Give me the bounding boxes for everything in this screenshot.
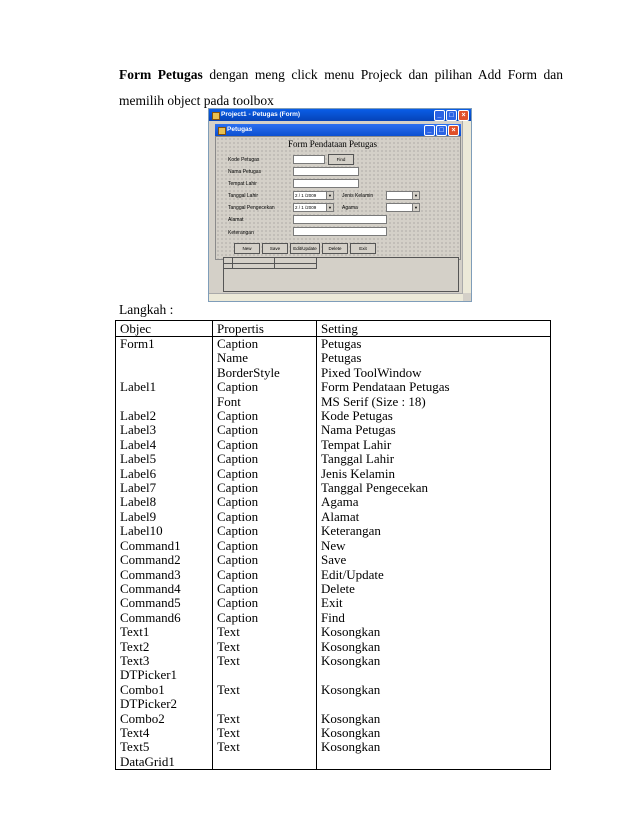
table-row: [116, 337, 551, 352]
table-row: [116, 366, 551, 380]
table-row: [116, 654, 551, 668]
table-row: [116, 553, 551, 567]
property-cell: Caption: [213, 467, 317, 481]
property-cell: Text: [213, 640, 317, 654]
dtpicker2-value: 2 / 1 /2009: [295, 205, 317, 210]
dropdown-arrow-icon[interactable]: ▼: [412, 192, 419, 199]
dtpicker1[interactable]: [293, 191, 334, 200]
setting-cell: Save: [317, 553, 551, 567]
grid-col-divider: [232, 258, 233, 269]
label-keterangan: Keterangan: [228, 230, 254, 236]
label-tanggal: Tanggal Lahir: [228, 193, 259, 199]
object-cell: Label2: [116, 409, 213, 423]
property-cell: Caption: [213, 539, 317, 553]
object-cell: DataGrid1: [116, 755, 213, 770]
dropdown-arrow-icon[interactable]: ▼: [326, 192, 333, 199]
property-cell: Text: [213, 625, 317, 639]
object-cell: Label3: [116, 423, 213, 437]
setting-cell: Form Pendataan Petugas: [317, 380, 551, 394]
form-minimize-icon[interactable]: _: [424, 125, 435, 136]
grid-data-row: [224, 263, 316, 269]
table-row: [116, 611, 551, 625]
setting-cell: Agama: [317, 495, 551, 509]
table-row: [116, 625, 551, 639]
setting-cell: [317, 668, 551, 682]
setting-cell: Petugas: [317, 351, 551, 365]
property-cell: Caption: [213, 524, 317, 538]
nama-textbox[interactable]: [293, 167, 359, 176]
form-close-icon[interactable]: ×: [448, 125, 459, 136]
table-row: [116, 712, 551, 726]
new-button[interactable]: New: [234, 243, 260, 254]
object-cell: Label8: [116, 495, 213, 509]
label-kode: Kode Petugas: [228, 157, 260, 163]
property-cell: Text: [213, 712, 317, 726]
property-cell: Caption: [213, 568, 317, 582]
ide-title: Project1 - Petugas (Form): [221, 111, 301, 118]
minimize-icon[interactable]: _: [434, 110, 445, 121]
grid-col-divider: [274, 258, 275, 269]
object-cell: Command2: [116, 553, 213, 567]
object-cell: Form1: [116, 337, 213, 352]
table-row: [116, 697, 551, 711]
object-cell: Command5: [116, 596, 213, 610]
table-row: [116, 510, 551, 524]
setting-cell: New: [317, 539, 551, 553]
object-cell: [116, 351, 213, 365]
object-cell: [116, 395, 213, 409]
property-cell: Caption: [213, 380, 317, 394]
property-cell: Text: [213, 683, 317, 697]
table-row: [116, 726, 551, 740]
property-cell: [213, 668, 317, 682]
setting-cell: Kosongkan: [317, 740, 551, 754]
object-cell: Text5: [116, 740, 213, 754]
object-cell: Command6: [116, 611, 213, 625]
table-row: [116, 683, 551, 697]
properties-table: [115, 320, 551, 770]
table-row: [116, 481, 551, 495]
table-row: [116, 740, 551, 754]
object-cell: Label5: [116, 452, 213, 466]
save-button[interactable]: Save: [262, 243, 288, 254]
datagrid1[interactable]: [223, 257, 459, 292]
table-row: [116, 423, 551, 437]
dropdown-arrow-icon[interactable]: ▼: [412, 204, 419, 211]
property-cell: [213, 697, 317, 711]
object-cell: Text4: [116, 726, 213, 740]
setting-cell: Pixed ToolWindow: [317, 366, 551, 380]
property-cell: Font: [213, 395, 317, 409]
form-canvas: [215, 136, 461, 260]
object-cell: Text1: [116, 625, 213, 639]
vertical-scrollbar[interactable]: [462, 121, 471, 293]
table-row: [116, 351, 551, 365]
find-button[interactable]: Find: [328, 154, 354, 165]
kode-textbox[interactable]: [293, 155, 325, 164]
app-icon: [212, 112, 220, 120]
object-cell: Label4: [116, 438, 213, 452]
header-setting: Setting: [317, 321, 551, 337]
property-cell: [213, 755, 317, 770]
object-cell: DTPicker1: [116, 668, 213, 682]
dtpicker1-value: 2 / 1 /2009: [295, 193, 317, 198]
object-cell: Label7: [116, 481, 213, 495]
setting-cell: Tanggal Pengecekan: [317, 481, 551, 495]
object-cell: Command1: [116, 539, 213, 553]
setting-cell: Kode Petugas: [317, 409, 551, 423]
setting-cell: Kosongkan: [317, 712, 551, 726]
table-row: [116, 582, 551, 596]
label-nama: Nama Petugas: [228, 169, 262, 175]
edit-update-button[interactable]: Edit/Update: [290, 243, 320, 254]
object-cell: Label9: [116, 510, 213, 524]
setting-cell: Find: [317, 611, 551, 625]
intro-paragraph: [119, 62, 563, 114]
property-cell: Caption: [213, 409, 317, 423]
setting-cell: Alamat: [317, 510, 551, 524]
dropdown-arrow-icon[interactable]: ▼: [326, 204, 333, 211]
vb-form-screenshot: [208, 108, 472, 302]
setting-cell: Delete: [317, 582, 551, 596]
object-cell: Combo1: [116, 683, 213, 697]
horizontal-scrollbar[interactable]: [209, 293, 463, 301]
property-cell: Name: [213, 351, 317, 365]
setting-cell: Kosongkan: [317, 640, 551, 654]
setting-cell: [317, 697, 551, 711]
alamat-textbox[interactable]: [293, 215, 387, 224]
object-cell: Command4: [116, 582, 213, 596]
property-cell: Caption: [213, 553, 317, 567]
table-row: [116, 524, 551, 538]
table-row: [116, 452, 551, 466]
object-cell: Label10: [116, 524, 213, 538]
setting-cell: Petugas: [317, 337, 551, 352]
setting-cell: MS Serif (Size : 18): [317, 395, 551, 409]
table-row: [116, 438, 551, 452]
setting-cell: Tanggal Lahir: [317, 452, 551, 466]
setting-cell: Nama Petugas: [317, 423, 551, 437]
exit-button[interactable]: Exit: [350, 243, 376, 254]
setting-cell: Tempat Lahir: [317, 438, 551, 452]
table-row: [116, 755, 551, 770]
dtpicker2[interactable]: [293, 203, 334, 212]
setting-cell: Kosongkan: [317, 683, 551, 697]
label-jenis: Jenis Kelamin: [342, 193, 374, 199]
form-title: Petugas: [227, 126, 253, 133]
setting-cell: Exit: [317, 596, 551, 610]
table-row: [116, 539, 551, 553]
property-cell: Caption: [213, 423, 317, 437]
table-row: [116, 495, 551, 509]
setting-cell: Kosongkan: [317, 726, 551, 740]
label-agama: Agama: [342, 205, 358, 211]
table-row: [116, 568, 551, 582]
property-cell: Caption: [213, 337, 317, 352]
table-row: [116, 380, 551, 394]
header-propertis: Propertis: [213, 321, 317, 337]
table-row: [116, 596, 551, 610]
keterangan-textbox[interactable]: [293, 227, 387, 236]
intro-bold: Form Petugas: [119, 67, 203, 82]
object-cell: Command3: [116, 568, 213, 582]
property-cell: Text: [213, 726, 317, 740]
table-row: [116, 467, 551, 481]
langkah-label: Langkah :: [119, 302, 174, 317]
label-alamat: Alamat: [228, 217, 244, 223]
setting-cell: Jenis Kelamin: [317, 467, 551, 481]
label-pengecekan: Tanggal Pengecekan: [228, 205, 275, 211]
property-cell: Caption: [213, 582, 317, 596]
form-maximize-icon[interactable]: □: [436, 125, 447, 136]
table-row: [116, 668, 551, 682]
property-cell: Caption: [213, 510, 317, 524]
form-heading: Form Pendataan Petugas: [288, 139, 377, 149]
header-objec: Objec: [116, 321, 213, 337]
property-cell: Caption: [213, 596, 317, 610]
intro-text: dengan meng click menu Projeck dan pilihan Add Form dan memilih object pada toolbox: [119, 67, 564, 108]
object-cell: [116, 366, 213, 380]
property-cell: Caption: [213, 452, 317, 466]
form-icon: [218, 127, 226, 135]
property-cell: BorderStyle: [213, 366, 317, 380]
ide-titlebar: [209, 109, 471, 121]
setting-cell: Keterangan: [317, 524, 551, 538]
table-row: [116, 640, 551, 654]
setting-cell: [317, 755, 551, 770]
label-tempat: Tempat Lahir: [228, 181, 257, 187]
grid-col-divider: [316, 258, 317, 269]
table-row: [116, 409, 551, 423]
property-cell: Caption: [213, 481, 317, 495]
property-cell: Caption: [213, 611, 317, 625]
property-cell: Text: [213, 654, 317, 668]
setting-cell: Edit/Update: [317, 568, 551, 582]
combo2[interactable]: [386, 203, 420, 212]
setting-cell: Kosongkan: [317, 625, 551, 639]
object-cell: Text2: [116, 640, 213, 654]
form-titlebar: [215, 124, 461, 136]
object-cell: Combo2: [116, 712, 213, 726]
property-cell: Caption: [213, 495, 317, 509]
object-cell: Label6: [116, 467, 213, 481]
table-row: [116, 395, 551, 409]
maximize-icon[interactable]: □: [446, 110, 457, 121]
delete-button[interactable]: Delete: [322, 243, 348, 254]
object-cell: Label1: [116, 380, 213, 394]
table-header-row: [116, 321, 551, 337]
combo1[interactable]: [386, 191, 420, 200]
tempat-textbox[interactable]: [293, 179, 359, 188]
object-cell: DTPicker2: [116, 697, 213, 711]
property-cell: Caption: [213, 438, 317, 452]
setting-cell: Kosongkan: [317, 654, 551, 668]
object-cell: Text3: [116, 654, 213, 668]
close-icon[interactable]: ×: [458, 110, 469, 121]
property-cell: Text: [213, 740, 317, 754]
